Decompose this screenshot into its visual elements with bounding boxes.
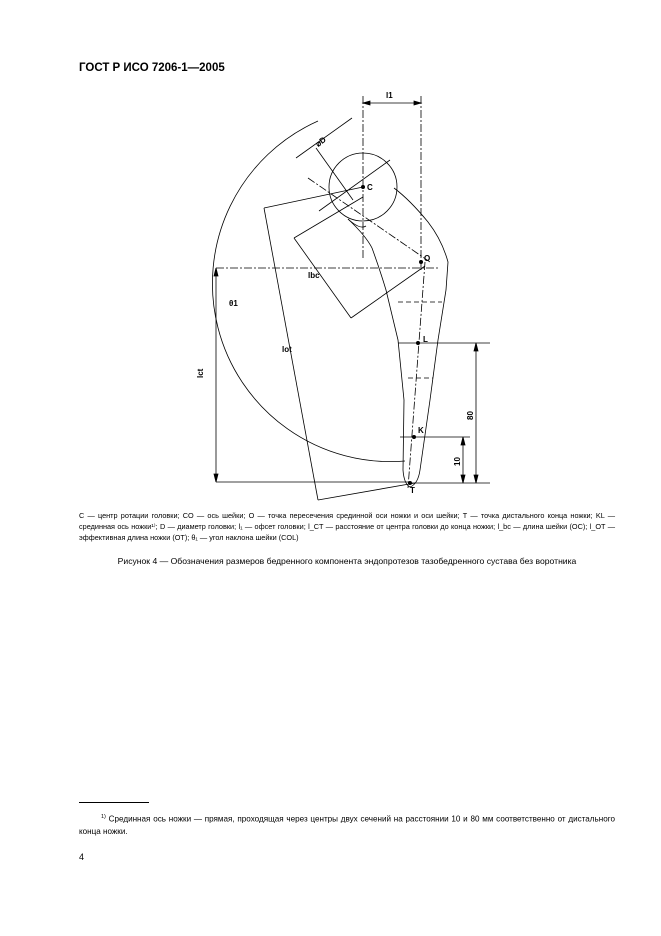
- figure-caption: Рисунок 4 — Обозначения размеров бедренного компонента эндопротезов тазобедренного сустава без воротника: [117, 556, 577, 566]
- label-k: K: [418, 426, 424, 435]
- page-header: ГОСТ Р ИСО 7206-1—2005: [79, 62, 225, 74]
- label-10: 10: [453, 457, 462, 466]
- footnote: [79, 811, 615, 838]
- label-t: T: [410, 486, 415, 495]
- footnote-marker: 1): [101, 814, 106, 820]
- label-80: 80: [466, 411, 475, 420]
- legend-text: C — центр ротации головки; CO — ось шейки; O — точка пересечения срединной оси ножки и оси шейки; T — точка дистального конца ножки; KL — срединная ось ножки¹⁾; D — диаметр головки; l₁ — офсет головки; l_CT — расстояние от центра головки до конца ножки; l_bc — длина шейки (OC); l_OT — эффективная длина ножки (OT); θ₁ — угол наклона шейки (COL): [79, 511, 615, 542]
- page-number: 4: [79, 852, 85, 862]
- label-lct: lct: [196, 368, 205, 378]
- label-lot: lot: [282, 345, 292, 354]
- lbc-line: [294, 238, 351, 318]
- label-l1: l1: [386, 91, 393, 100]
- figure-legend: [79, 510, 615, 543]
- label-o: O: [424, 254, 431, 263]
- label-lbc: lbc: [308, 271, 320, 280]
- label-d: ⌀D: [313, 135, 328, 149]
- label-theta: θ1: [229, 299, 238, 308]
- footnote-rule: [79, 802, 149, 803]
- footnote-text: Срединная ось ножки — прямая, проходящая через центры двух сечений на расстоянии 10 и 80 мм соответственно от дистального конца ножки.: [79, 814, 615, 836]
- radius-arc: [212, 121, 405, 462]
- label-l: L: [423, 335, 428, 344]
- label-c: C: [367, 183, 373, 192]
- lot-line: [264, 208, 318, 500]
